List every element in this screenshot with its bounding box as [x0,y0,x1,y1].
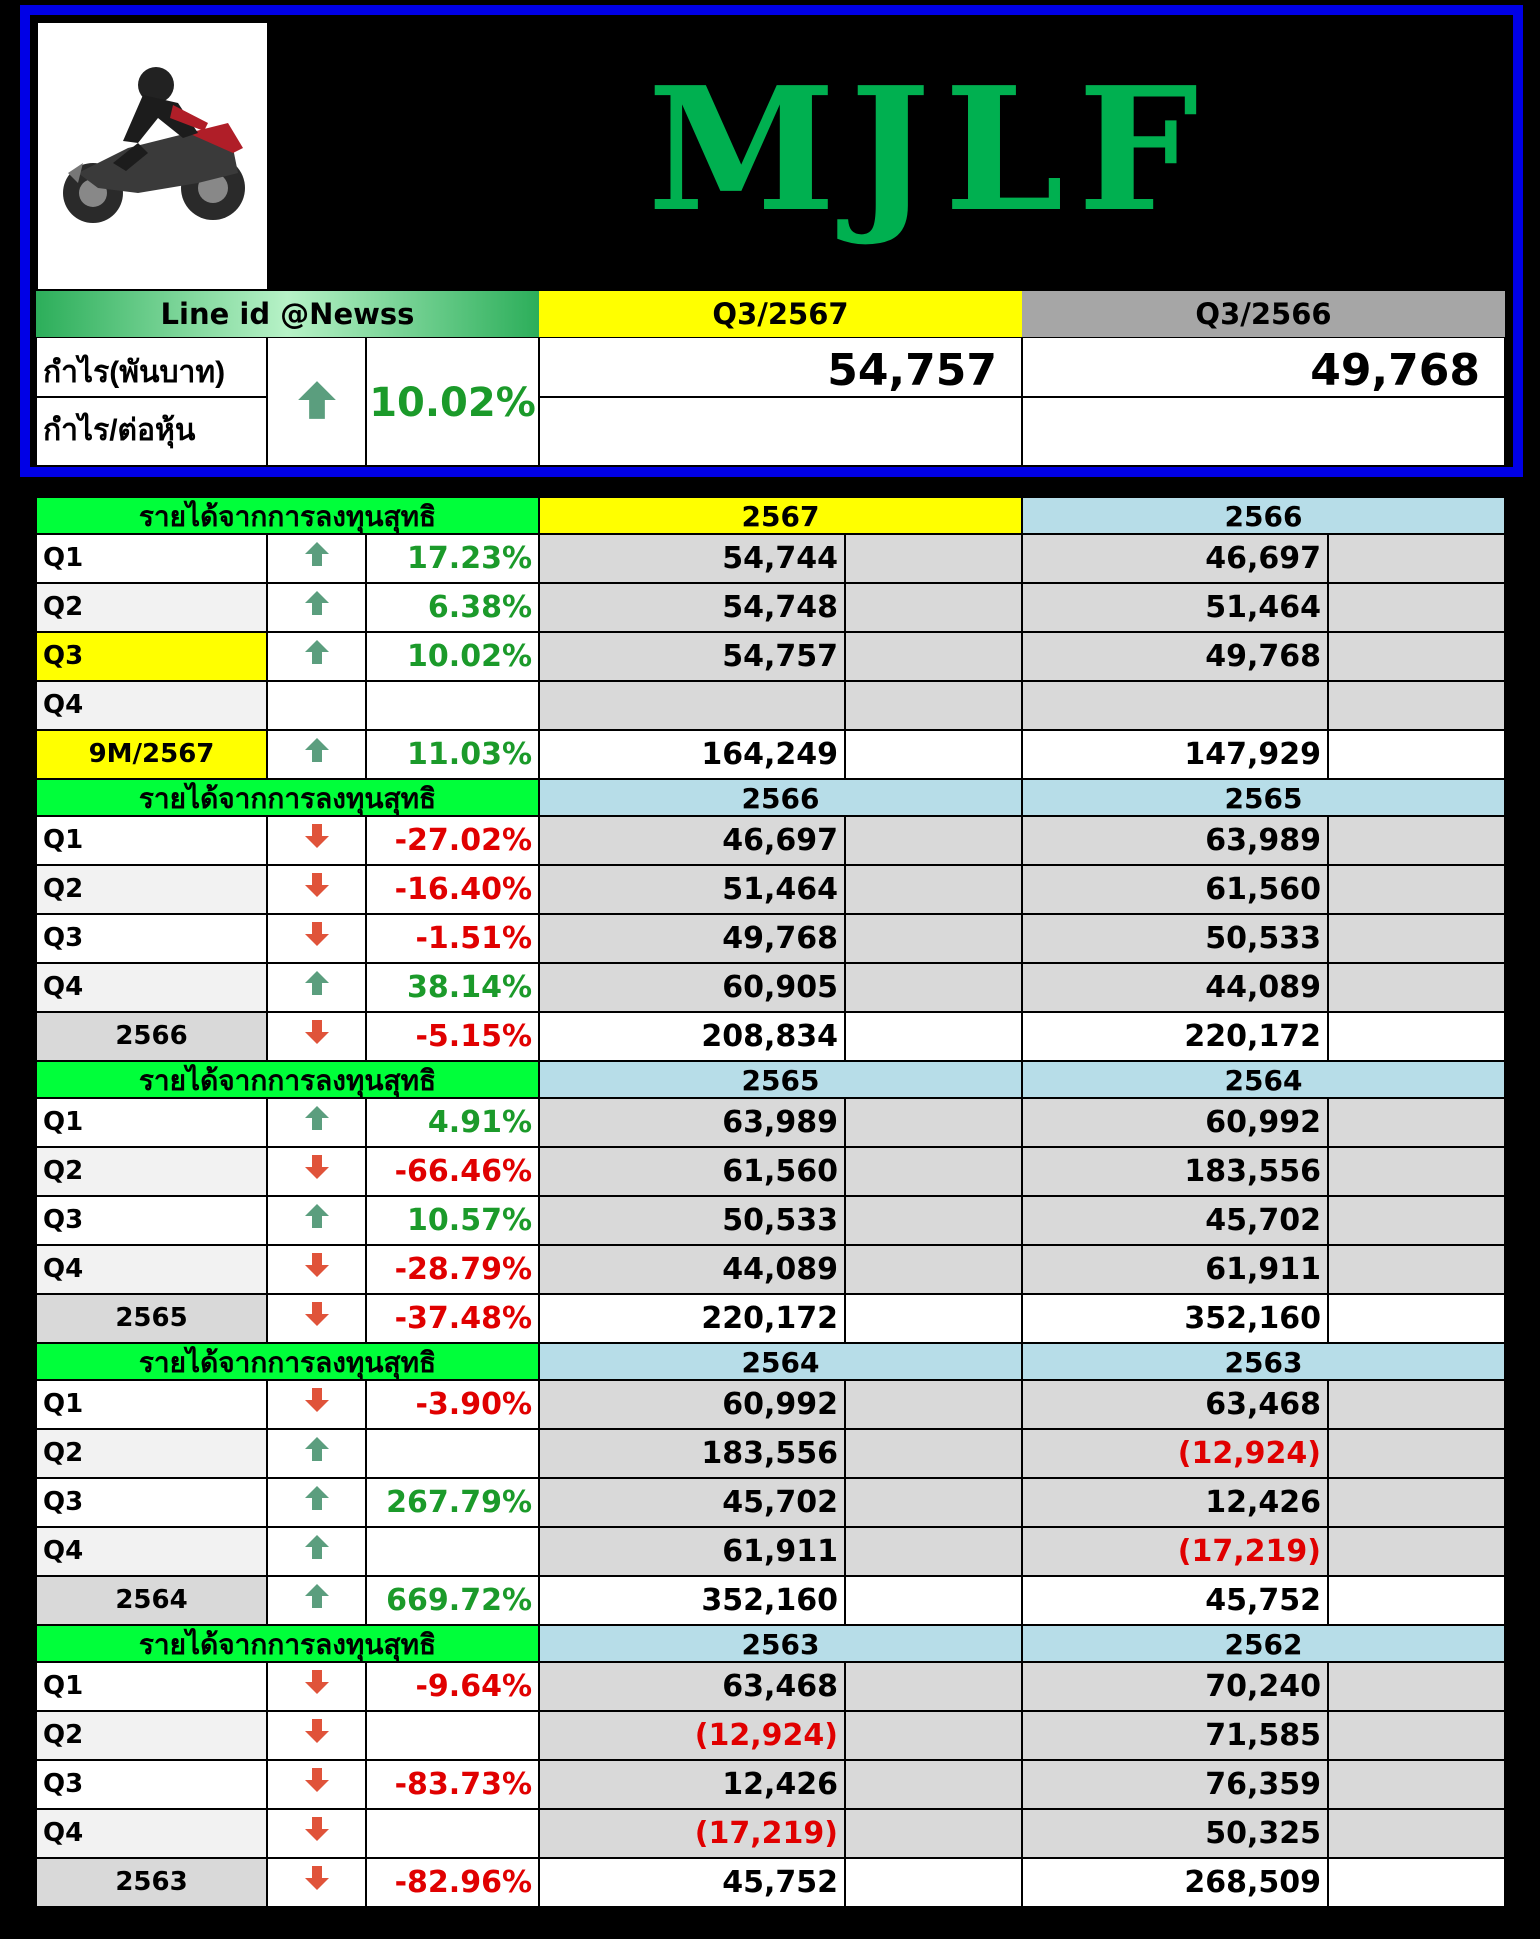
trend-cell [267,1012,366,1061]
spacer-cell [845,534,1022,583]
value-year-b: 147,929 [1022,730,1328,779]
value-year-a: 54,744 [539,534,845,583]
table-row-label: Q1 [36,1662,267,1711]
value-year-a: 50,533 [539,1196,845,1245]
arrow-up-icon [303,1479,331,1526]
year-b-header: 2563 [1022,1343,1505,1380]
value-year-b: 50,533 [1022,914,1328,963]
year-a-header: 2566 [539,779,1022,816]
value-year-b: 63,468 [1022,1380,1328,1429]
value-year-b: 268,509 [1022,1858,1328,1907]
change-pct [366,1809,539,1858]
arrow-down-icon [303,1148,331,1195]
value-year-a: 49,768 [539,914,845,963]
arrow-down-icon [303,866,331,913]
value-year-b: 352,160 [1022,1294,1328,1343]
spacer-cell [845,1429,1022,1478]
table-row-label: Q3 [36,1478,267,1527]
arrow-up-icon [303,731,331,778]
spacer-cell [845,730,1022,779]
trend-cell [267,816,366,865]
table-row-label: Q2 [36,865,267,914]
spacer-cell [1328,1576,1505,1625]
table-row-label: Q3 [36,632,267,681]
arrow-down-icon [303,1712,331,1759]
value-year-a: 352,160 [539,1576,845,1625]
value-year-a: 220,172 [539,1294,845,1343]
page-title: MJLF [647,50,1213,250]
arrow-down-icon [303,1381,331,1428]
value-year-b: 60,992 [1022,1098,1328,1147]
period-current-header: Q3/2567 [539,291,1022,337]
spacer-cell [845,1294,1022,1343]
spacer-cell [845,1380,1022,1429]
trend-cell [267,1147,366,1196]
spacer-cell [845,1576,1022,1625]
spacer-cell [845,1098,1022,1147]
change-pct [366,681,539,730]
spacer-cell [1328,963,1505,1012]
value-year-a: 12,426 [539,1760,845,1809]
spacer-cell [1328,1380,1505,1429]
profit-current-value: 54,757 [539,337,1022,397]
change-pct: 4.91% [366,1098,539,1147]
table-row-label: Q3 [36,1196,267,1245]
spacer-cell [845,816,1022,865]
total-row-label: 2563 [36,1858,267,1907]
value-year-b: 76,359 [1022,1760,1328,1809]
value-year-a: 45,702 [539,1478,845,1527]
change-pct: -9.64% [366,1662,539,1711]
table-row-label: Q1 [36,816,267,865]
year-b-header: 2562 [1022,1625,1505,1662]
profit-previous-value: 49,768 [1022,337,1505,397]
table-row-label: Q4 [36,1527,267,1576]
spacer-cell [1328,1196,1505,1245]
change-pct: -1.51% [366,914,539,963]
spacer-cell [1328,583,1505,632]
trend-cell [267,534,366,583]
value-year-b: 183,556 [1022,1147,1328,1196]
change-pct: -5.15% [366,1012,539,1061]
arrow-up-icon [303,1430,331,1477]
trend-cell [267,1196,366,1245]
trend-cell [267,681,366,730]
value-year-a [539,681,845,730]
arrow-down-icon [303,1246,331,1293]
arrow-up-icon [303,1099,331,1146]
arrow-down-icon [303,1810,331,1857]
spacer-cell [845,1809,1022,1858]
spacer-cell [845,1711,1022,1760]
year-b-header: 2565 [1022,779,1505,816]
arrow-down-icon [303,915,331,962]
value-year-a: 63,989 [539,1098,845,1147]
value-year-b: (17,219) [1022,1527,1328,1576]
arrow-up-icon [295,378,339,426]
table-row-label: Q4 [36,1809,267,1858]
trend-cell [267,1858,366,1907]
table-row-label: Q2 [36,1147,267,1196]
spacer-cell [845,1147,1022,1196]
trend-cell [267,632,366,681]
section-label: รายได้จากการลงทุนสุทธิ [36,1343,539,1380]
value-year-a: 63,468 [539,1662,845,1711]
value-year-a: (12,924) [539,1711,845,1760]
trend-cell [267,914,366,963]
spacer-cell [1328,1429,1505,1478]
value-year-a: 60,905 [539,963,845,1012]
spacer-cell [1328,632,1505,681]
value-year-a: 208,834 [539,1012,845,1061]
spacer-cell [1328,1147,1505,1196]
spacer-cell [845,1527,1022,1576]
spacer-cell [845,963,1022,1012]
arrow-down-icon [303,1663,331,1710]
spacer-cell [845,865,1022,914]
period-previous-header: Q3/2566 [1022,291,1505,337]
value-year-a: 51,464 [539,865,845,914]
spacer-cell [1328,1809,1505,1858]
trend-cell [267,583,366,632]
motorcycle-rider-icon [38,23,267,289]
spacer-cell [845,1662,1022,1711]
spacer-cell [1328,1527,1505,1576]
arrow-up-icon [303,1577,331,1624]
change-pct: -82.96% [366,1858,539,1907]
total-row-label: 2565 [36,1294,267,1343]
profit-label: กำไร(พันบาท) [36,337,267,397]
spacer-cell [845,632,1022,681]
spacer-cell [845,1196,1022,1245]
value-year-b: 12,426 [1022,1478,1328,1527]
arrow-down-icon [303,1013,331,1060]
year-b-header: 2566 [1022,497,1505,534]
change-pct: -66.46% [366,1147,539,1196]
change-pct [366,1429,539,1478]
table-row-label: Q4 [36,681,267,730]
table-row-label: Q2 [36,1711,267,1760]
line-id-label: Line id @Newss [36,291,539,337]
value-year-a: 61,560 [539,1147,845,1196]
spacer-cell [1328,865,1505,914]
value-year-a: 45,752 [539,1858,845,1907]
total-row-label: 2564 [36,1576,267,1625]
trend-cell [267,1245,366,1294]
year-a-header: 2567 [539,497,1022,534]
table-row-label: Q4 [36,1245,267,1294]
section-label: รายได้จากการลงทุนสุทธิ [36,1625,539,1662]
table-row-label: Q1 [36,1098,267,1147]
arrow-up-icon [303,535,331,582]
trend-cell [267,963,366,1012]
arrow-down-icon [303,1761,331,1808]
value-year-a: 183,556 [539,1429,845,1478]
arrow-down-icon [303,1859,331,1906]
arrow-up-icon [303,1528,331,1575]
value-year-a: 44,089 [539,1245,845,1294]
value-year-b: 220,172 [1022,1012,1328,1061]
spacer-cell [845,681,1022,730]
year-a-header: 2564 [539,1343,1022,1380]
header-trend-cell [267,337,366,466]
change-pct: 10.57% [366,1196,539,1245]
value-year-b: 50,325 [1022,1809,1328,1858]
value-year-b: (12,924) [1022,1429,1328,1478]
spacer-cell [1328,1098,1505,1147]
spacer-cell [1328,1478,1505,1527]
change-pct [366,1711,539,1760]
spacer-cell [1328,1760,1505,1809]
table-row-label: Q2 [36,1429,267,1478]
value-year-b: 71,585 [1022,1711,1328,1760]
spacer-cell [1328,1662,1505,1711]
change-pct: -27.02% [366,816,539,865]
spacer-cell [1328,1858,1505,1907]
section-label: รายได้จากการลงทุนสุทธิ [36,497,539,534]
value-year-b: 61,911 [1022,1245,1328,1294]
trend-cell [267,1576,366,1625]
change-pct: 6.38% [366,583,539,632]
value-year-b: 63,989 [1022,816,1328,865]
trend-cell [267,1380,366,1429]
trend-cell [267,1478,366,1527]
value-year-b: 70,240 [1022,1662,1328,1711]
total-row-label: 9M/2567 [36,730,267,779]
arrow-up-icon [303,584,331,631]
table-row-label: Q2 [36,583,267,632]
spacer-cell [1328,816,1505,865]
trend-cell [267,865,366,914]
total-row-label: 2566 [36,1012,267,1061]
value-year-a: 46,697 [539,816,845,865]
spacer-cell [1328,730,1505,779]
trend-cell [267,1294,366,1343]
change-pct: 267.79% [366,1478,539,1527]
eps-label: กำไร/ต่อหุ้น [36,397,267,466]
eps-current-value [539,397,1022,466]
spacer-cell [845,1245,1022,1294]
value-year-a: (17,219) [539,1809,845,1858]
year-b-header: 2564 [1022,1061,1505,1098]
value-year-a: 60,992 [539,1380,845,1429]
header-change-pct: 10.02% [366,337,539,466]
trend-cell [267,730,366,779]
spacer-cell [1328,534,1505,583]
spacer-cell [845,1478,1022,1527]
value-year-b: 51,464 [1022,583,1328,632]
value-year-a: 54,757 [539,632,845,681]
change-pct: 17.23% [366,534,539,583]
table-row-label: Q1 [36,534,267,583]
trend-cell [267,1429,366,1478]
change-pct: -37.48% [366,1294,539,1343]
spacer-cell [845,914,1022,963]
spacer-cell [1328,1245,1505,1294]
value-year-b: 46,697 [1022,534,1328,583]
value-year-b: 45,702 [1022,1196,1328,1245]
spacer-cell [1328,681,1505,730]
year-a-header: 2565 [539,1061,1022,1098]
spacer-cell [845,1760,1022,1809]
change-pct: 11.03% [366,730,539,779]
spacer-cell [845,1858,1022,1907]
section-label: รายได้จากการลงทุนสุทธิ [36,779,539,816]
year-a-header: 2563 [539,1625,1022,1662]
table-row-label: Q4 [36,963,267,1012]
spacer-cell [1328,914,1505,963]
table-row-label: Q3 [36,1760,267,1809]
spacer-cell [1328,1012,1505,1061]
change-pct: -3.90% [366,1380,539,1429]
change-pct [366,1527,539,1576]
table-row-label: Q3 [36,914,267,963]
change-pct: 10.02% [366,632,539,681]
arrow-up-icon [303,964,331,1011]
value-year-b: 61,560 [1022,865,1328,914]
arrow-down-icon [303,817,331,864]
change-pct: -16.40% [366,865,539,914]
section-label: รายได้จากการลงทุนสุทธิ [36,1061,539,1098]
eps-previous-value [1022,397,1505,466]
trend-cell [267,1809,366,1858]
value-year-b: 49,768 [1022,632,1328,681]
arrow-up-icon [303,1197,331,1244]
trend-cell [267,1098,366,1147]
spacer-cell [1328,1711,1505,1760]
value-year-b: 44,089 [1022,963,1328,1012]
arrow-down-icon [303,1295,331,1342]
change-pct: -28.79% [366,1245,539,1294]
value-year-a: 164,249 [539,730,845,779]
change-pct: 669.72% [366,1576,539,1625]
trend-cell [267,1662,366,1711]
spacer-cell [845,1012,1022,1061]
value-year-a: 54,748 [539,583,845,632]
value-year-a: 61,911 [539,1527,845,1576]
value-year-b: 45,752 [1022,1576,1328,1625]
change-pct: 38.14% [366,963,539,1012]
trend-cell [267,1760,366,1809]
trend-cell [267,1527,366,1576]
arrow-up-icon [303,633,331,680]
value-year-b [1022,681,1328,730]
spacer-cell [845,583,1022,632]
table-row-label: Q1 [36,1380,267,1429]
spacer-cell [1328,1294,1505,1343]
change-pct: -83.73% [366,1760,539,1809]
trend-cell [267,1711,366,1760]
